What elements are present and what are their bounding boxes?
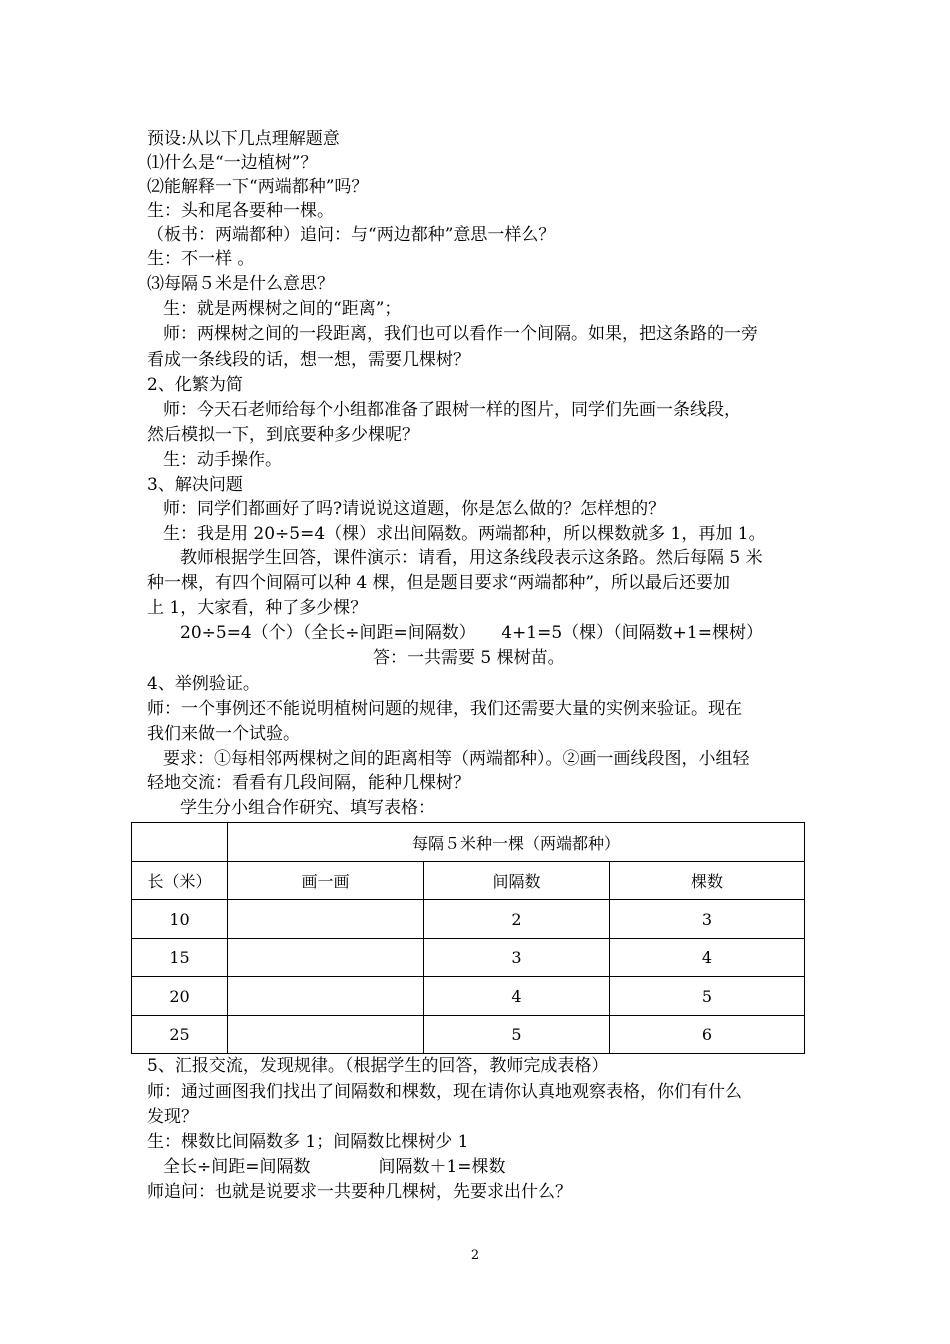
table-row — [132, 939, 805, 977]
header-intervals: 间隔数 — [424, 862, 610, 900]
text-line: 生：头和尾各要种一棵。 — [147, 201, 334, 221]
equation-line: 20÷5=4（个）（全长÷间距=间隔数） 4+1=5（棵）（间隔数+1=棵树） — [180, 623, 763, 643]
answer-line: 答：一共需要 5 棵树苗。 — [373, 648, 565, 668]
formula-line: 全长÷间距=间隔数 间隔数＋1=棵数 — [163, 1157, 506, 1177]
cell-draw — [228, 1016, 424, 1054]
text-line: 轻地交流：看看有几段间隔，能种几棵树？ — [147, 773, 470, 793]
header-length: 长（米） — [132, 862, 228, 900]
data-table — [131, 822, 805, 1054]
cell-length: 20 — [132, 977, 228, 1016]
text-line: 发现？ — [147, 1107, 198, 1127]
table-row — [132, 1016, 805, 1054]
cell-trees: 6 — [610, 1016, 805, 1054]
cell-draw — [228, 939, 424, 977]
text-line: 师：两棵树之间的一段距离，我们也可以看作一个间隔。如果，把这条路的一旁 — [163, 324, 758, 344]
text-line: ⑴什么是“一边植树”？ — [147, 153, 318, 173]
table-title: 每隔５米种一棵（两端都种） — [228, 823, 805, 862]
text-line: 生：不一样 。 — [147, 249, 255, 269]
cell-length: 10 — [132, 900, 228, 939]
cell-trees: 3 — [610, 900, 805, 939]
text-line: 师：同学们都画好了吗?请说说这道题，你是怎么做的？怎样想的？ — [163, 499, 666, 519]
section-heading: 4、举例验证。 — [147, 674, 260, 694]
header-trees: 棵数 — [610, 862, 805, 900]
cell-draw — [228, 900, 424, 939]
text-line: 看成一条线段的话，想一想，需要几棵树？ — [147, 350, 470, 370]
cell-intervals: 4 — [424, 977, 610, 1016]
text-line: 生：动手操作。 — [163, 450, 282, 470]
table-row — [132, 900, 805, 939]
page-number: 2 — [470, 1248, 480, 1263]
text-line: 生：我是用 20÷5=4（棵）求出间隔数。两端都种，所以棵数就多 1，再加 1。 — [163, 524, 766, 544]
text-line: 然后模拟一下，到底要种多少棵呢？ — [147, 425, 419, 445]
text-line: 师：今天石老师给每个小组都准备了跟树一样的图片，同学们先画一条线段， — [163, 400, 741, 420]
header-draw: 画一画 — [228, 862, 424, 900]
text-line: ⑵能解释一下“两端都种”吗？ — [147, 177, 369, 197]
table-row — [132, 977, 805, 1016]
text-line: 预设:从以下几点理解题意 — [147, 129, 340, 149]
text-line: 师：通过画图我们找出了间隔数和棵数，现在请你认真地观察表格，你们有什么 — [147, 1082, 742, 1102]
section-heading: 5、汇报交流，发现规律。（根据学生的回答，教师完成表格） — [147, 1056, 609, 1076]
text-line: 师追问：也就是说要求一共要种几棵树，先要求出什么？ — [147, 1182, 572, 1202]
table-corner-cell — [132, 823, 228, 862]
text-line: 要求：①每相邻两棵树之间的距离相等（两端都种）。②画一画线段图，小组轻 — [163, 749, 750, 769]
text-line: 上 1，大家看，种了多少棵？ — [147, 598, 368, 618]
text-line: 师：一个事例还不能说明植树问题的规律，我们还需要大量的实例来验证。现在 — [147, 699, 742, 719]
cell-trees: 4 — [610, 939, 805, 977]
cell-intervals: 3 — [424, 939, 610, 977]
cell-trees: 5 — [610, 977, 805, 1016]
text-line: 学生分小组合作研究、填写表格： — [180, 798, 435, 818]
section-heading: 3、解决问题 — [147, 475, 243, 495]
text-line: 生：棵数比间隔数多 1；间隔数比棵树少 1 — [147, 1132, 469, 1152]
cell-intervals: 2 — [424, 900, 610, 939]
text-line: 种一棵，有四个间隔可以种 4 棵，但是题目要求“两端都种”，所以最后还要加 — [147, 573, 731, 593]
text-line: （板书：两端都种）追问：与“两边都种”意思一样么？ — [147, 225, 556, 245]
text-line: 我们来做一个试验。 — [147, 724, 300, 744]
text-line: ⑶每隔５米是什么意思？ — [147, 274, 334, 294]
cell-length: 25 — [132, 1016, 228, 1054]
text-line: 教师根据学生回答，课件演示：请看，用这条线段表示这条路。然后每隔 5 米 — [180, 548, 763, 568]
section-heading: 2、化繁为简 — [147, 375, 243, 395]
cell-length: 15 — [132, 939, 228, 977]
text-line: 生：就是两棵树之间的“距离”； — [163, 299, 402, 319]
cell-draw — [228, 977, 424, 1016]
cell-intervals: 5 — [424, 1016, 610, 1054]
